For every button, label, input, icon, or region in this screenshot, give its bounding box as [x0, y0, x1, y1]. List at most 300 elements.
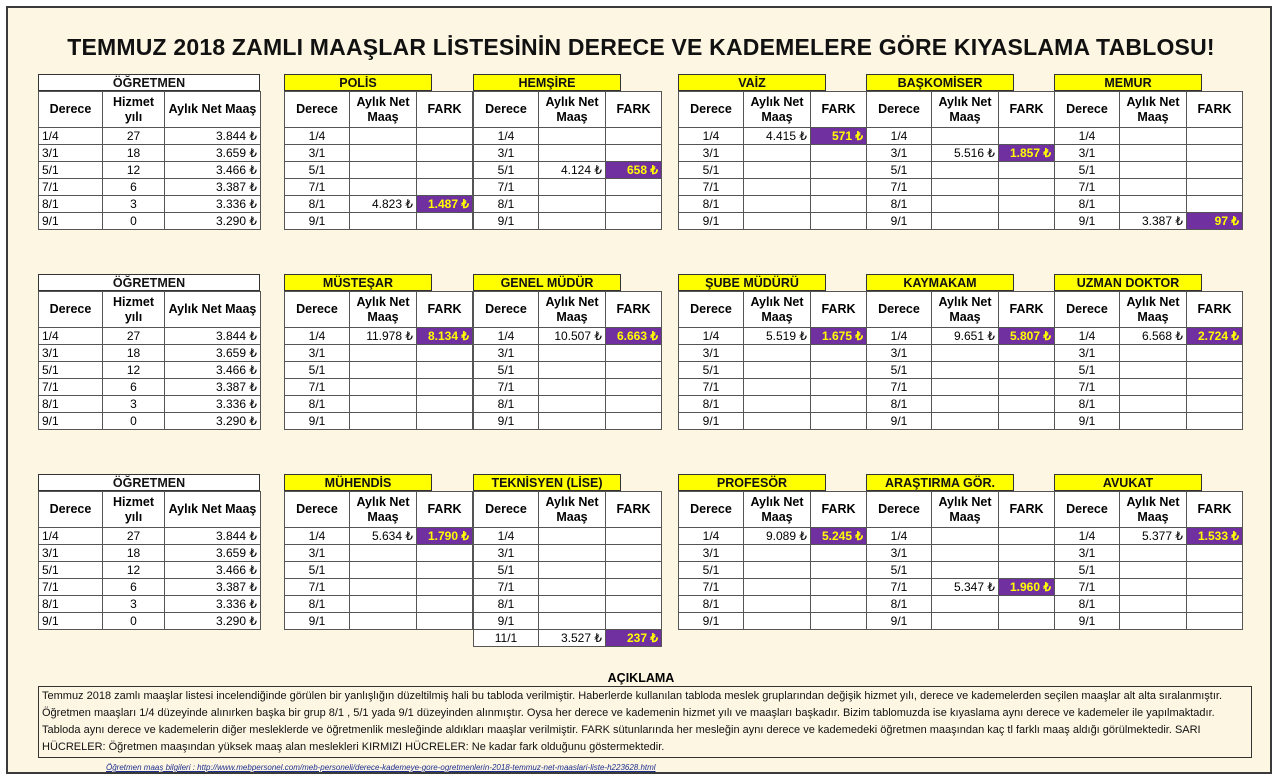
derece-cell: 9/1 — [474, 413, 539, 430]
table-row — [679, 528, 867, 545]
table-row — [867, 613, 1055, 630]
derece-cell: 5/1 — [39, 562, 103, 579]
derece-cell: 1/4 — [679, 328, 744, 345]
table-row — [285, 145, 473, 162]
net-maas-cell — [744, 362, 811, 379]
net-maas-cell: 3.290 ₺ — [165, 413, 261, 430]
fark-cell — [1187, 179, 1243, 196]
fark-cell — [999, 562, 1055, 579]
derece-cell: 9/1 — [285, 413, 350, 430]
fark-cell: 1.487 ₺ — [417, 196, 473, 213]
column-header: FARK — [606, 292, 662, 328]
table-row — [679, 396, 867, 413]
derece-cell: 7/1 — [474, 179, 539, 196]
net-maas-cell — [932, 613, 999, 630]
derece-cell: 8/1 — [679, 596, 744, 613]
hizmet-yili-cell: 18 — [103, 145, 165, 162]
net-maas-cell — [539, 579, 606, 596]
net-maas-cell — [539, 613, 606, 630]
derece-cell: 1/4 — [474, 128, 539, 145]
table-row — [474, 145, 662, 162]
teacher-title: ÖĞRETMEN — [38, 74, 260, 91]
net-maas-cell: 3.659 ₺ — [165, 345, 261, 362]
table-row — [679, 362, 867, 379]
derece-cell: 8/1 — [474, 396, 539, 413]
derece-cell: 1/4 — [679, 528, 744, 545]
net-maas-cell: 11.978 ₺ — [350, 328, 417, 345]
fark-cell — [811, 545, 867, 562]
column-header: FARK — [811, 92, 867, 128]
column-header: Aylık Net Maaş — [165, 492, 261, 528]
net-maas-cell — [932, 362, 999, 379]
net-maas-cell — [350, 396, 417, 413]
profession-table — [678, 491, 867, 630]
derece-cell: 1/4 — [474, 528, 539, 545]
derece-cell: 9/1 — [1055, 413, 1120, 430]
column-header: FARK — [811, 492, 867, 528]
derece-cell: 3/1 — [679, 145, 744, 162]
profession-table — [678, 91, 867, 230]
table-row — [1055, 213, 1243, 230]
net-maas-cell — [350, 613, 417, 630]
profession-title: KAYMAKAM — [866, 274, 1014, 291]
table-row — [474, 413, 662, 430]
hizmet-yili-cell: 27 — [103, 128, 165, 145]
table-header-row — [679, 292, 867, 328]
derece-cell: 9/1 — [39, 213, 103, 230]
fark-cell — [606, 579, 662, 596]
fark-cell — [417, 545, 473, 562]
fark-cell — [606, 528, 662, 545]
derece-cell: 8/1 — [867, 396, 932, 413]
derece-cell: 9/1 — [867, 413, 932, 430]
table-row — [1055, 562, 1243, 579]
net-maas-cell: 5.377 ₺ — [1120, 528, 1187, 545]
derece-cell: 3/1 — [474, 545, 539, 562]
column-header: Derece — [285, 92, 350, 128]
aciklama-heading: AÇIKLAMA — [607, 671, 675, 685]
table-row — [679, 413, 867, 430]
table-row — [867, 379, 1055, 396]
table-row — [474, 379, 662, 396]
hizmet-yili-cell: 3 — [103, 596, 165, 613]
derece-cell: 3/1 — [285, 345, 350, 362]
column-header: Aylık Net Maaş — [539, 92, 606, 128]
derece-cell: 8/1 — [474, 196, 539, 213]
table-header-row — [1055, 92, 1243, 128]
net-maas-cell: 3.387 ₺ — [1120, 213, 1187, 230]
table-row — [1055, 128, 1243, 145]
derece-cell: 8/1 — [39, 596, 103, 613]
net-maas-cell — [539, 362, 606, 379]
table-header-row — [285, 92, 473, 128]
fark-cell — [1187, 379, 1243, 396]
net-maas-cell: 5.634 ₺ — [350, 528, 417, 545]
table-row — [1055, 162, 1243, 179]
column-header: Hizmet yılı — [103, 492, 165, 528]
net-maas-cell — [539, 528, 606, 545]
column-header: Aylık Net Maaş — [932, 292, 999, 328]
column-header: Aylık Net Maaş — [350, 492, 417, 528]
net-maas-cell: 3.527 ₺ — [539, 630, 606, 647]
derece-cell: 3/1 — [867, 345, 932, 362]
page-title: TEMMUZ 2018 ZAMLI MAAŞLAR LİSTESİNİN DERECE VE KADEMELERE GÖRE KIYASLAMA TABLOSU! — [67, 34, 1215, 60]
profession-title: MÜSTEŞAR — [284, 274, 432, 291]
column-header: Derece — [679, 492, 744, 528]
source-link[interactable]: Öğretmen maaş bilgileri : http://www.mebpersonel.com/meb-personeli/derece-kademeye-gore-ogretmenlerin-2018-temmuz-net-maaslari-liste-h223628.html — [106, 763, 656, 772]
net-maas-cell — [1120, 145, 1187, 162]
fark-cell: 6.663 ₺ — [606, 328, 662, 345]
fark-cell — [811, 379, 867, 396]
derece-cell: 8/1 — [39, 396, 103, 413]
column-header: Aylık Net Maaş — [350, 292, 417, 328]
profession-table — [473, 491, 662, 647]
fark-cell: 571 ₺ — [811, 128, 867, 145]
derece-cell: 7/1 — [867, 579, 932, 596]
net-maas-cell — [350, 596, 417, 613]
fark-cell — [811, 562, 867, 579]
net-maas-cell — [1120, 345, 1187, 362]
column-header: Derece — [867, 492, 932, 528]
net-maas-cell: 3.844 ₺ — [165, 328, 261, 345]
derece-cell: 1/4 — [285, 528, 350, 545]
column-header: Derece — [1055, 292, 1120, 328]
derece-cell: 9/1 — [1055, 213, 1120, 230]
derece-cell: 3/1 — [285, 145, 350, 162]
net-maas-cell — [1120, 162, 1187, 179]
table-row — [285, 162, 473, 179]
fark-cell — [1187, 196, 1243, 213]
net-maas-cell — [539, 379, 606, 396]
net-maas-cell — [1120, 128, 1187, 145]
table-row — [1055, 528, 1243, 545]
table-row — [1055, 579, 1243, 596]
net-maas-cell — [1120, 396, 1187, 413]
fark-cell — [1187, 545, 1243, 562]
profession-table — [473, 291, 662, 430]
teacher-title: ÖĞRETMEN — [38, 474, 260, 491]
net-maas-cell — [1120, 579, 1187, 596]
table-row — [679, 579, 867, 596]
fark-cell — [606, 562, 662, 579]
derece-cell: 8/1 — [285, 596, 350, 613]
net-maas-cell: 4.823 ₺ — [350, 196, 417, 213]
derece-cell: 5/1 — [867, 362, 932, 379]
derece-cell: 8/1 — [679, 396, 744, 413]
net-maas-cell: 3.290 ₺ — [165, 613, 261, 630]
profession-title: UZMAN DOKTOR — [1054, 274, 1202, 291]
derece-cell: 7/1 — [1055, 379, 1120, 396]
fark-cell — [1187, 596, 1243, 613]
derece-cell: 5/1 — [39, 362, 103, 379]
column-header: Hizmet yılı — [103, 92, 165, 128]
table-row — [474, 396, 662, 413]
net-maas-cell — [539, 562, 606, 579]
derece-cell: 7/1 — [285, 379, 350, 396]
derece-cell: 3/1 — [474, 345, 539, 362]
fark-cell — [999, 596, 1055, 613]
fark-cell — [417, 128, 473, 145]
fark-cell — [1187, 362, 1243, 379]
fark-cell — [1187, 613, 1243, 630]
derece-cell: 9/1 — [39, 413, 103, 430]
fark-cell — [417, 345, 473, 362]
net-maas-cell: 6.568 ₺ — [1120, 328, 1187, 345]
table-row — [867, 528, 1055, 545]
net-maas-cell — [350, 562, 417, 579]
profession-title: GENEL MÜDÜR — [473, 274, 621, 291]
derece-cell: 7/1 — [474, 579, 539, 596]
profession-title: BAŞKOMİSER — [866, 74, 1014, 91]
column-header: FARK — [606, 92, 662, 128]
column-header: Aylık Net Maaş — [539, 492, 606, 528]
derece-cell: 3/1 — [679, 345, 744, 362]
column-header: FARK — [999, 292, 1055, 328]
derece-cell: 5/1 — [1055, 162, 1120, 179]
net-maas-cell — [1120, 379, 1187, 396]
derece-cell: 5/1 — [474, 362, 539, 379]
table-row — [474, 162, 662, 179]
column-header: Aylık Net Maaş — [744, 92, 811, 128]
fark-cell: 1.675 ₺ — [811, 328, 867, 345]
table-row — [679, 145, 867, 162]
column-header: Aylık Net Maaş — [1120, 292, 1187, 328]
derece-cell: 9/1 — [679, 613, 744, 630]
fark-cell — [999, 379, 1055, 396]
column-header: FARK — [999, 92, 1055, 128]
column-header: Derece — [39, 492, 103, 528]
fark-cell — [606, 545, 662, 562]
fark-cell — [811, 162, 867, 179]
table-row — [474, 345, 662, 362]
table-row — [1055, 196, 1243, 213]
table-row — [474, 213, 662, 230]
net-maas-cell — [1120, 545, 1187, 562]
net-maas-cell — [744, 413, 811, 430]
table-row — [1055, 328, 1243, 345]
net-maas-cell: 5.519 ₺ — [744, 328, 811, 345]
fark-cell — [999, 545, 1055, 562]
profession-title: MEMUR — [1054, 74, 1202, 91]
profession-title: PROFESÖR — [678, 474, 826, 491]
table-header-row — [679, 492, 867, 528]
table-row — [39, 213, 261, 230]
net-maas-cell — [932, 128, 999, 145]
derece-cell: 5/1 — [679, 162, 744, 179]
table-row — [679, 345, 867, 362]
column-header: Aylık Net Maaş — [1120, 92, 1187, 128]
table-row — [285, 345, 473, 362]
table-row — [39, 596, 261, 613]
derece-cell: 1/4 — [39, 328, 103, 345]
table-row — [1055, 396, 1243, 413]
net-maas-cell: 5.347 ₺ — [932, 579, 999, 596]
column-header: FARK — [417, 92, 473, 128]
fark-cell — [811, 179, 867, 196]
net-maas-cell: 9.651 ₺ — [932, 328, 999, 345]
aciklama-text: Temmuz 2018 zamlı maaşlar listesi incelendiğinde görülen bir yanlışlığın düzeltilmiş hali bu tabloda verilmiştir. Haberlerde kullanılan tabloda meslek gruplarından değişik hizmet yılı, derece ve kademelerden seçilen maaşlar alt alta sıralanmıştır. Öğretmen maaşları 1/4 düzeyinde alınırken başka bir grup 8/1 , 5/1 yada 9/1 düzeyinden alınmıştır. Oysa her derece ve kademenin hizmet yılı ve maaşları başkadır. Bizim tablomuzda ise kıyaslama aynı derece ve kademeler ile yapılmaktadır. Tabloda aynı derece ve kademelerin diğer mesleklerde ve öğretmenlik mesleğinde aldıkları maaşlar verilmiştir. FARK sütunlarında her mesleğin aynı derece ve kademedeki öğretmen maaşından kaç tl farklı maaş aldığı görülmektedir. SARI HÜCRELER: Öğretmen maaşından yüksek maaş alan meslekleri KIRMIZI HÜCRELER: Ne kadar fark olduğunu göstermektedir. — [38, 686, 1252, 758]
hizmet-yili-cell: 0 — [103, 613, 165, 630]
net-maas-cell: 3.844 ₺ — [165, 528, 261, 545]
column-header: Aylık Net Maaş — [744, 292, 811, 328]
net-maas-cell — [539, 196, 606, 213]
derece-cell: 3/1 — [39, 345, 103, 362]
table-row — [39, 379, 261, 396]
table-row — [39, 362, 261, 379]
net-maas-cell: 3.336 ₺ — [165, 396, 261, 413]
fark-cell — [606, 179, 662, 196]
net-maas-cell — [932, 379, 999, 396]
fark-cell — [999, 162, 1055, 179]
column-header: FARK — [417, 292, 473, 328]
derece-cell: 3/1 — [679, 545, 744, 562]
table-header-row — [474, 92, 662, 128]
table-row — [1055, 413, 1243, 430]
derece-cell: 9/1 — [679, 213, 744, 230]
fark-cell: 1.857 ₺ — [999, 145, 1055, 162]
table-row — [285, 396, 473, 413]
fark-cell — [606, 362, 662, 379]
profession-title: POLİS — [284, 74, 432, 91]
derece-cell: 3/1 — [867, 145, 932, 162]
hizmet-yili-cell: 12 — [103, 362, 165, 379]
fark-cell — [999, 179, 1055, 196]
net-maas-cell — [350, 579, 417, 596]
column-header: Aylık Net Maaş — [932, 92, 999, 128]
net-maas-cell: 5.516 ₺ — [932, 145, 999, 162]
column-header: FARK — [999, 492, 1055, 528]
profession-title: ŞUBE MÜDÜRÜ — [678, 274, 826, 291]
net-maas-cell — [539, 213, 606, 230]
derece-cell: 8/1 — [679, 196, 744, 213]
fark-cell — [417, 179, 473, 196]
derece-cell: 7/1 — [867, 179, 932, 196]
table-row — [474, 545, 662, 562]
derece-cell: 5/1 — [1055, 362, 1120, 379]
net-maas-cell — [744, 179, 811, 196]
fark-cell — [811, 196, 867, 213]
net-maas-cell — [932, 345, 999, 362]
fark-cell — [999, 196, 1055, 213]
table-row — [867, 179, 1055, 196]
table-row — [39, 128, 261, 145]
table-row — [39, 562, 261, 579]
table-header-row — [679, 92, 867, 128]
fark-cell — [1187, 128, 1243, 145]
fark-cell — [999, 413, 1055, 430]
fark-cell — [417, 396, 473, 413]
fark-cell: 1.790 ₺ — [417, 528, 473, 545]
hizmet-yili-cell: 3 — [103, 396, 165, 413]
hizmet-yili-cell: 6 — [103, 179, 165, 196]
derece-cell: 7/1 — [285, 179, 350, 196]
net-maas-cell — [744, 596, 811, 613]
table-row — [285, 413, 473, 430]
column-header: Aylık Net Maaş — [539, 292, 606, 328]
profession-title: ARAŞTIRMA GÖR. — [866, 474, 1014, 491]
table-header-row — [867, 292, 1055, 328]
derece-cell: 8/1 — [1055, 196, 1120, 213]
table-row — [679, 128, 867, 145]
fark-cell: 658 ₺ — [606, 162, 662, 179]
column-header: Aylık Net Maaş — [744, 492, 811, 528]
salary-comparison-sheet — [6, 6, 1272, 774]
column-header: Derece — [285, 492, 350, 528]
table-row — [474, 128, 662, 145]
derece-cell: 1/4 — [474, 328, 539, 345]
teacher-table — [38, 91, 261, 230]
derece-cell: 8/1 — [1055, 596, 1120, 613]
fark-cell — [417, 145, 473, 162]
derece-cell: 5/1 — [867, 562, 932, 579]
net-maas-cell: 3.290 ₺ — [165, 213, 261, 230]
table-header-row — [285, 292, 473, 328]
profession-title: VAİZ — [678, 74, 826, 91]
net-maas-cell — [350, 345, 417, 362]
table-row — [285, 213, 473, 230]
derece-cell: 9/1 — [474, 613, 539, 630]
column-header: FARK — [1187, 492, 1243, 528]
table-header-row — [1055, 492, 1243, 528]
fark-cell — [417, 613, 473, 630]
profession-table — [866, 291, 1055, 430]
net-maas-cell — [350, 379, 417, 396]
table-row — [474, 196, 662, 213]
derece-cell: 8/1 — [867, 196, 932, 213]
table-row — [474, 630, 662, 647]
derece-cell: 3/1 — [867, 545, 932, 562]
derece-cell: 9/1 — [39, 613, 103, 630]
table-row — [39, 345, 261, 362]
table-row — [1055, 545, 1243, 562]
table-row — [474, 613, 662, 630]
fark-cell — [417, 379, 473, 396]
table-row — [474, 579, 662, 596]
table-row — [679, 196, 867, 213]
net-maas-cell: 3.387 ₺ — [165, 379, 261, 396]
table-row — [474, 596, 662, 613]
fark-cell — [606, 396, 662, 413]
derece-cell: 3/1 — [1055, 345, 1120, 362]
table-row — [474, 562, 662, 579]
table-row — [679, 562, 867, 579]
column-header: Derece — [474, 292, 539, 328]
hizmet-yili-cell: 0 — [103, 413, 165, 430]
fark-cell: 5.807 ₺ — [999, 328, 1055, 345]
net-maas-cell — [744, 162, 811, 179]
column-header: FARK — [1187, 292, 1243, 328]
table-row — [39, 328, 261, 345]
column-header: Derece — [1055, 492, 1120, 528]
net-maas-cell: 3.336 ₺ — [165, 596, 261, 613]
net-maas-cell — [1120, 613, 1187, 630]
fark-cell: 1.533 ₺ — [1187, 528, 1243, 545]
table-row — [285, 562, 473, 579]
derece-cell: 5/1 — [474, 162, 539, 179]
table-row — [474, 528, 662, 545]
column-header: Derece — [867, 92, 932, 128]
fark-cell — [811, 145, 867, 162]
column-header: FARK — [811, 292, 867, 328]
table-row — [867, 596, 1055, 613]
fark-cell — [999, 128, 1055, 145]
derece-cell: 1/4 — [1055, 128, 1120, 145]
derece-cell: 7/1 — [285, 579, 350, 596]
profession-title: MÜHENDİS — [284, 474, 432, 491]
fark-cell: 237 ₺ — [606, 630, 662, 647]
table-header-row — [39, 92, 261, 128]
net-maas-cell: 3.659 ₺ — [165, 545, 261, 562]
